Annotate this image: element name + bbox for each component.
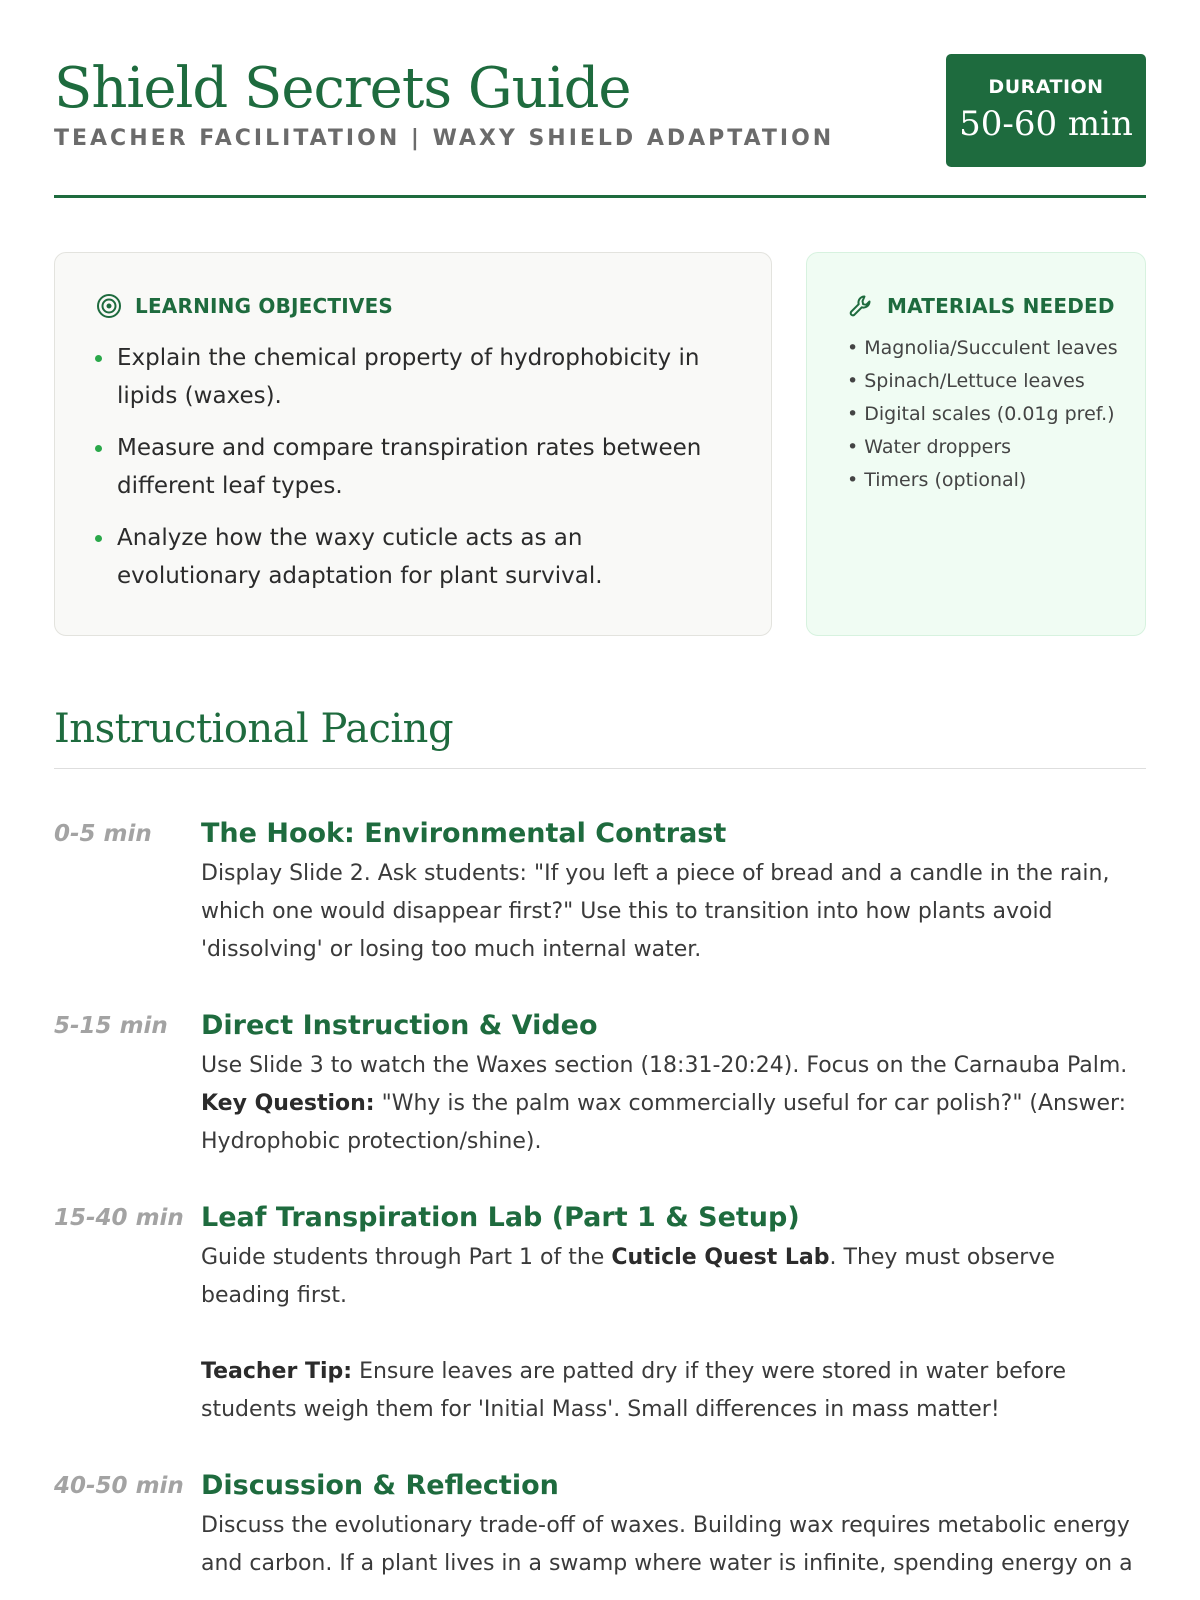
- teacher-tip-text: Ensure leaves are patted dry if they were stored in water before students weigh them for 'Initial Mass'. Small differences in mass matter!: [201, 1359, 1067, 1422]
- material-item: • Water droppers: [847, 436, 1012, 458]
- pacing-timeline: [54, 817, 1146, 1583]
- objective-item: [95, 519, 731, 595]
- step-text-part: . They must observe beading first.: [201, 1245, 1055, 1308]
- key-question-label: Key Question:: [201, 1091, 375, 1116]
- material-item: • Digital scales (0.01g pref.): [847, 403, 1115, 425]
- objectives-header: [95, 291, 731, 321]
- spacer: [201, 1315, 1146, 1353]
- pacing-step: [54, 1201, 1146, 1429]
- duration-label: DURATION: [988, 76, 1104, 98]
- step-text-part: Guide students through Part 1 of the: [201, 1245, 612, 1270]
- step-time: 15-40 min: [54, 1205, 184, 1231]
- objectives-heading: LEARNING OBJECTIVES: [135, 294, 394, 318]
- guide-header: [54, 0, 1146, 198]
- step-text: Discuss the evolutionary trade-off of waxes. Building wax requires metabolic energy and carbon. If a plant lives in a swamp where water is infinite, spending energy on a: [201, 1513, 1133, 1576]
- step-text: Display Slide 2. Ask students: "If you left a piece of bread and a candle in the rain, which one would disappear first?" Use this to transition into how plants avoid 'dissolving' or losing too much internal water.: [201, 861, 1110, 962]
- wrench-icon: [847, 292, 875, 320]
- bullet-dot-icon: [95, 535, 102, 542]
- step-time: 0-5 min: [54, 821, 152, 847]
- material-item: • Spinach/Lettuce leaves: [847, 370, 1085, 392]
- pacing-step: [54, 1469, 1146, 1583]
- pacing-step: [54, 1009, 1146, 1161]
- step-title: Direct Instruction & Video: [201, 1010, 598, 1041]
- objective-item: [95, 339, 731, 415]
- target-icon: [95, 292, 123, 320]
- step-time: 40-50 min: [54, 1473, 184, 1499]
- lab-name: Cuticle Quest Lab: [611, 1245, 830, 1270]
- step-text-part: Use Slide 3 to watch the Waxes section (18:31-20:24). Focus on the Carnauba Palm.: [201, 1053, 1128, 1078]
- learning-objectives-card: [54, 252, 772, 636]
- objectives-list: [95, 339, 731, 595]
- step-time: 5-15 min: [54, 1013, 168, 1039]
- step-body: [201, 1201, 1146, 1429]
- bullet-dot-icon: [95, 445, 102, 452]
- bullet-dot-icon: [95, 355, 102, 362]
- step-body: [201, 1009, 1146, 1161]
- info-boxes: [54, 252, 1146, 642]
- materials-needed-card: [806, 252, 1146, 636]
- teacher-tip: [201, 1353, 1146, 1429]
- objective-text: Explain the chemical property of hydrophobicity in lipids (waxes).: [117, 345, 700, 409]
- materials-heading: MATERIALS NEEDED: [887, 294, 1115, 318]
- step-title: Leaf Transpiration Lab (Part 1 & Setup): [201, 1202, 800, 1233]
- step-title: The Hook: Environmental Contrast: [201, 818, 727, 849]
- page-subtitle: TEACHER FACILITATION | WAXY SHIELD ADAPTATION: [54, 126, 835, 151]
- step-body: [201, 1469, 1146, 1583]
- page-title: Shield Secrets Guide: [54, 56, 631, 121]
- teacher-tip-label: Teacher Tip:: [201, 1359, 353, 1384]
- objective-text: Measure and compare transpiration rates between different leaf types.: [117, 435, 702, 499]
- objective-text: Analyze how the waxy cuticle acts as an evolutionary adaptation for plant survival.: [117, 525, 603, 589]
- duration-badge: [946, 54, 1146, 167]
- step-text: [201, 1239, 1146, 1315]
- step-body: [201, 817, 1146, 969]
- material-item: • Magnolia/Succulent leaves: [847, 337, 1118, 359]
- material-item: • Timers (optional): [847, 469, 1027, 491]
- materials-list: [847, 335, 1125, 494]
- step-text: [201, 1047, 1146, 1161]
- step-text-part: "Why is the palm wax commercially useful for car polish?" (Answer: Hydrophobic protection/shine).: [201, 1091, 1127, 1154]
- step-title: Discussion & Reflection: [201, 1470, 559, 1501]
- objective-item: [95, 429, 731, 505]
- pacing-step: [54, 817, 1146, 969]
- duration-value: 50-60 min: [959, 104, 1133, 144]
- materials-header: [847, 291, 1125, 321]
- pacing-section-title: Instructional Pacing: [54, 706, 1146, 769]
